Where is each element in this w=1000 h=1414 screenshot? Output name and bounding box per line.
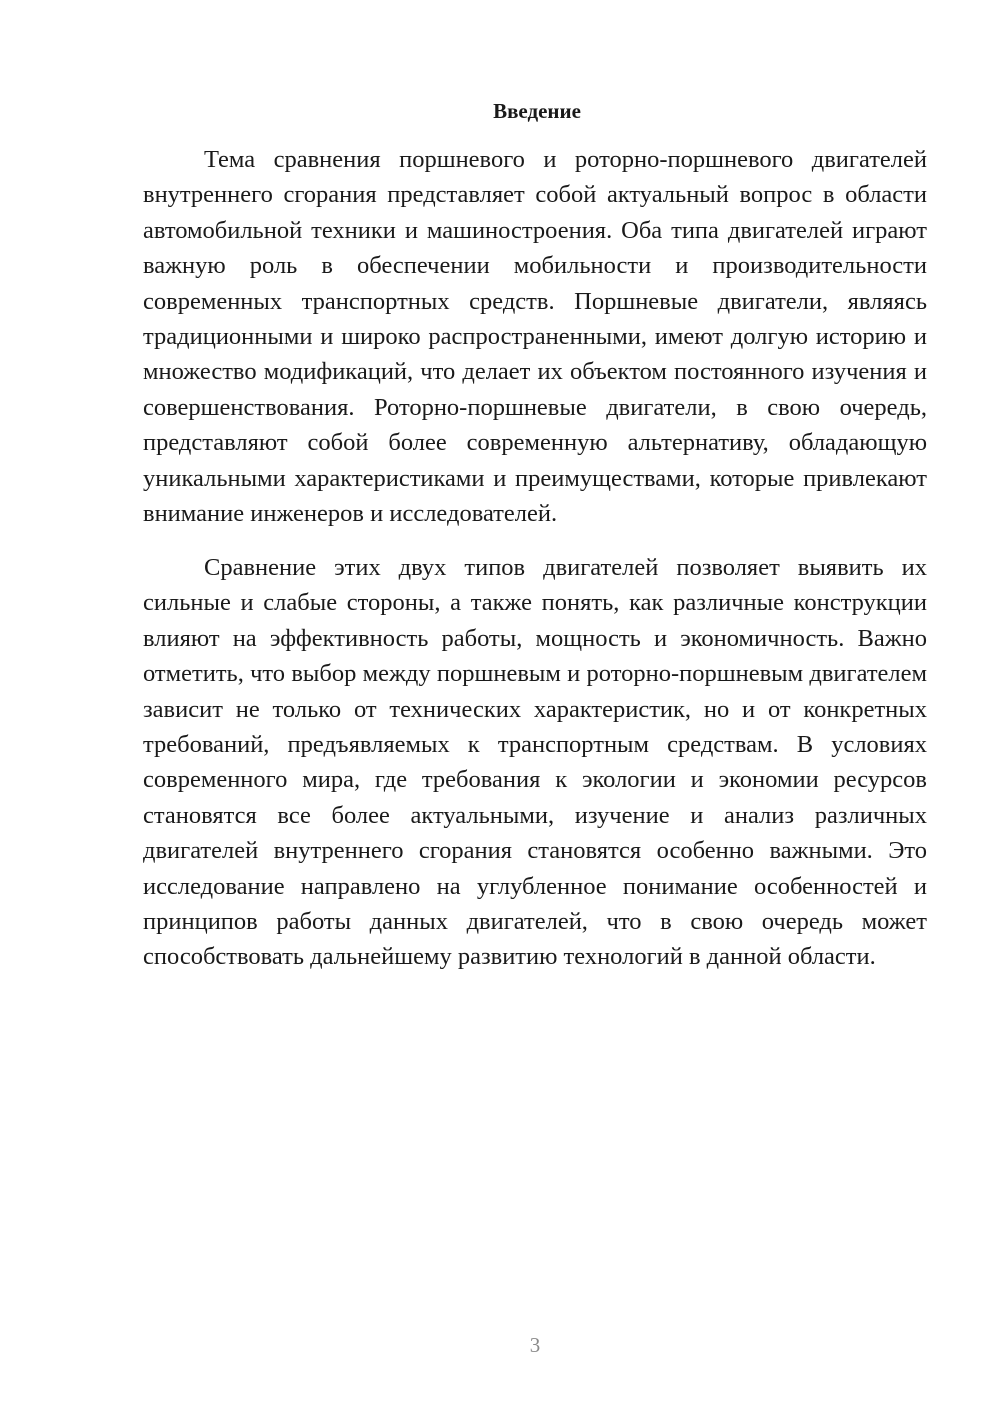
paragraph-intro: Тема сравнения поршневого и роторно-поршневого двигателей внутреннего сгорания представляет собой актуальный вопрос в области автомобильной техники и машиностроения. Оба типа двигателей играют важную роль в обеспечении мобильности и производительности современных транспортных средств. Поршневые двигатели, являясь традиционными и широко распространенными, имеют долгую историю и множество модификаций, что делает их объектом постоянного изучения и совершенствования. Роторно-поршневые двигатели, в свою очередь, представляют собой более современную альтернативу, обладающую уникальными характеристиками и преимуществами, которые привлекают внимание инженеров и исследователей. bbox=[143, 146, 927, 528]
paragraph-comparison: Сравнение этих двух типов двигателей позволяет выявить их сильные и слабые стороны, а также понять, как различные конструкции влияют на эффективность работы, мощность и экономичность. Важно отметить, что выбор между поршневым и роторно-поршневым двигателем зависит не только от технических характеристик, но и от конкретных требований, предъявляемых к транспортным средствам. В условиях современного мира, где требования к экологии и экономии ресурсов становятся все более актуальными, изучение и анализ различных двигателей внутреннего сгорания становятся особенно важными. Это исследование направлено на углубленное понимание особенностей и принципов работы данных двигателей, что в свою очередь может способствовать дальнейшему развитию технологий в данной области. bbox=[143, 554, 927, 971]
section-title: Введение bbox=[493, 99, 581, 123]
page-number: 3 bbox=[529, 1333, 541, 1357]
